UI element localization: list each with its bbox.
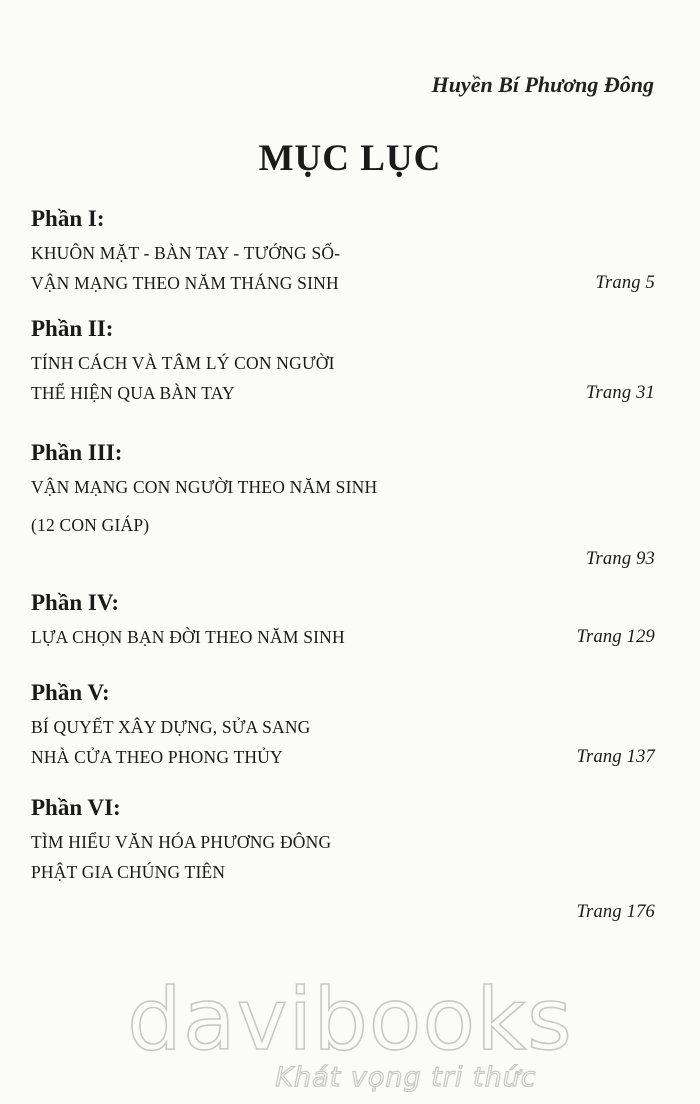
toc-section-5 [31, 680, 655, 772]
section-page-line [31, 544, 655, 574]
book-title: Huyền Bí Phương Đông [431, 72, 654, 97]
section-title-line: PHẬT GIA CHÚNG TIÊN [31, 862, 226, 882]
section-title-line: TÍNH CÁCH VÀ TÂM LÝ CON NGƯỜI [31, 353, 335, 373]
toc-section-6 [31, 795, 655, 927]
section-heading: Phần I: [31, 206, 105, 231]
section-title-line: KHUÔN MẶT - BÀN TAY - TƯỚNG SỐ- [31, 243, 341, 263]
toc-section-4 [31, 590, 655, 652]
section-title-text: LỰA CHỌN BẠN ĐỜI THEO NĂM SINH [31, 627, 345, 647]
section-title-line [31, 622, 655, 652]
section-title-text: THỂ HIỆN QUA BÀN TAY [31, 383, 235, 403]
section-title-line: VẬN MẠNG CON NGƯỜI THEO NĂM SINH [31, 477, 378, 497]
section-heading: Phần V: [31, 680, 110, 705]
page-reference: Trang 5 [595, 273, 655, 293]
page-reference: Trang 176 [576, 902, 655, 922]
page-reference: Trang 129 [576, 627, 655, 647]
section-heading: Phần II: [31, 316, 114, 341]
page-reference: Trang 137 [576, 747, 655, 767]
section-title-line [31, 742, 655, 772]
toc-section-3 [31, 440, 655, 574]
toc-section-1 [31, 206, 655, 298]
page-reference: Trang 93 [586, 549, 655, 569]
section-heading: Phần IV: [31, 590, 119, 615]
page-reference: Trang 31 [586, 383, 655, 403]
section-title-text: NHÀ CỬA THEO PHONG THỦY [31, 747, 283, 767]
section-heading: Phần VI: [31, 795, 121, 820]
section-heading: Phần III: [31, 440, 123, 465]
toc-section-2 [31, 316, 655, 408]
section-title-line [31, 268, 655, 298]
section-title-line [31, 378, 655, 408]
watermark-brand: davibooks [127, 970, 573, 1070]
section-title-line: (12 CON GIÁP) [31, 515, 150, 535]
section-title-text: VẬN MẠNG THEO NĂM THÁNG SINH [31, 273, 339, 293]
section-title-line: TÌM HIỂU VĂN HÓA PHƯƠNG ĐÔNG [31, 832, 332, 852]
section-title-line: BÍ QUYẾT XÂY DỰNG, SỬA SANG [31, 717, 311, 737]
section-page-line [31, 897, 655, 927]
page-title: MỤC LỤC [258, 138, 442, 179]
watermark-slogan: Khát vọng tri thức [275, 1062, 537, 1093]
